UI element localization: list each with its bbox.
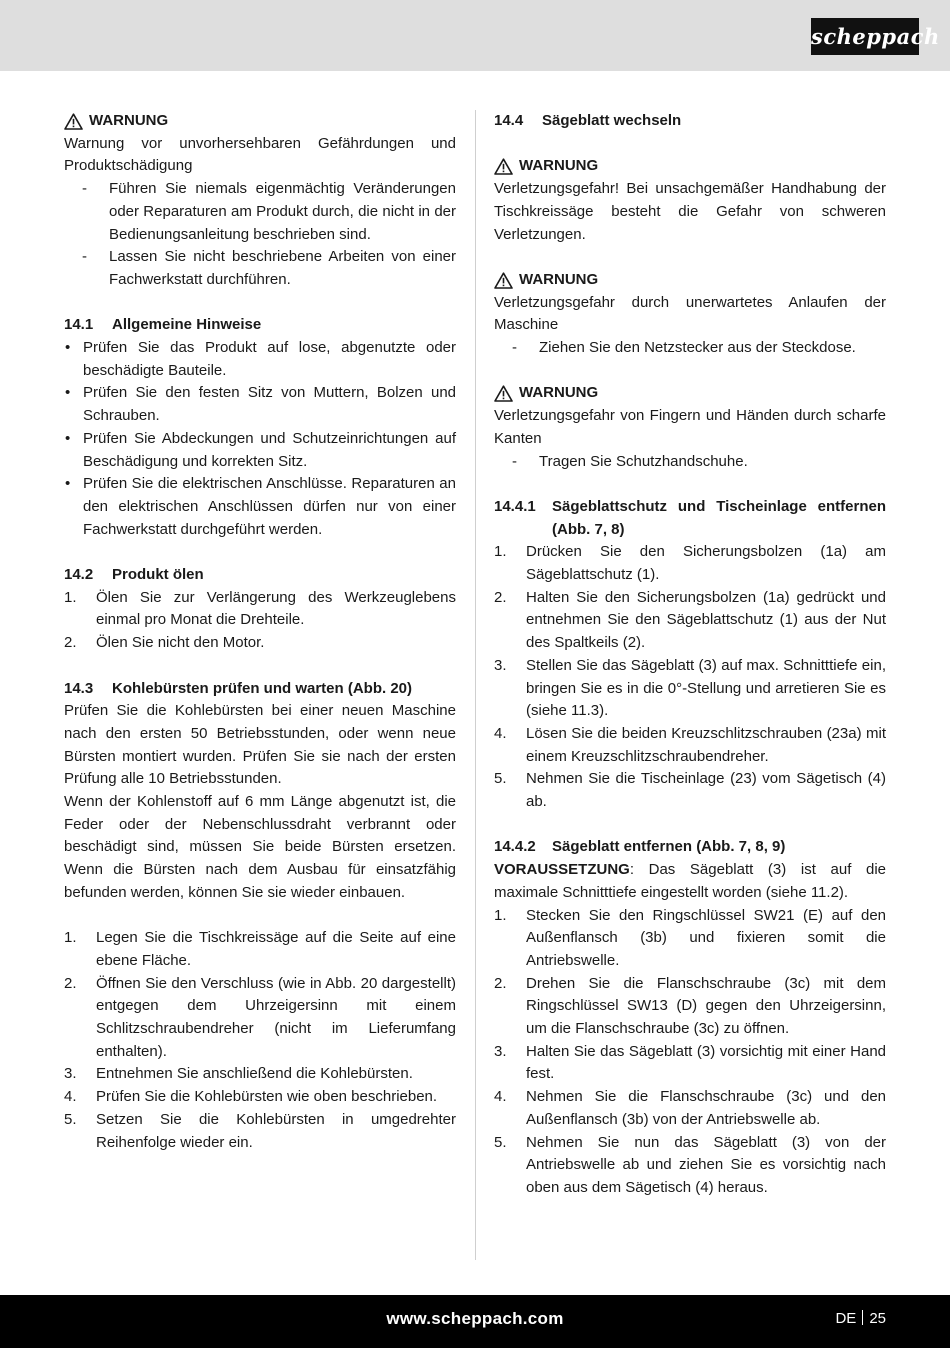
- list-item: - Tragen Sie Schutzhandschuhe.: [512, 452, 748, 470]
- warning-text: Verletzungsgefahr durch unerwartetes Anlaufen der Maschine: [494, 293, 886, 334]
- warning-text: Warnung vor unvorhersehbaren Gefährdungen und Produktschädigung: [64, 134, 456, 175]
- warning-icon: [494, 158, 513, 175]
- list-item: 3. Stellen Sie das Sägeblatt (3) auf max. Schnitttiefe ein, bringen Sie es in die 0°-Stellung und arretieren Sie es (siehe 11.3).: [494, 656, 886, 720]
- column-divider: [475, 110, 476, 1260]
- warning-title: WARNUNG: [89, 112, 169, 129]
- warning-text: Verletzungsgefahr von Fingern und Händen durch scharfe Kanten: [494, 407, 886, 447]
- list-item: 2. Drehen Sie die Flanschschraube (3c) mit dem Ringschlüssel SW13 (D) gegen den Uhrzeigersinn, um die Flanschschraube (3c) zu öffnen.: [494, 974, 886, 1038]
- section-heading-14-1: 14.1 Allgemeine Hinweise: [64, 316, 262, 334]
- scheppach-logo: scheppach: [811, 18, 919, 55]
- website-link[interactable]: www.scheppach.com: [386, 1309, 564, 1328]
- warning-icon: [494, 385, 513, 402]
- list-item: - Lassen Sie nicht beschriebene Arbeiten von einer Fachwerkstatt durchführen.: [82, 248, 456, 288]
- right-column: [494, 110, 886, 1200]
- list-item: • Prüfen Sie den festen Sitz von Muttern, Bolzen und Schrauben.: [65, 384, 456, 425]
- list-item: 3. Entnehmen Sie anschließend die Kohlebürsten.: [64, 1065, 413, 1083]
- list-item: 4. Lösen Sie die beiden Kreuzschlitzschrauben (23a) mit einem Kreuzschlitzschraubendreher.: [494, 724, 886, 765]
- warning-title: WARNUNG: [519, 270, 599, 288]
- list-item: 5. Setzen Sie die Kohlebürsten in umgedrehter Reihenfolge wieder ein.: [64, 1110, 456, 1151]
- list-item: 2. Ölen Sie nicht den Motor.: [64, 634, 265, 652]
- section-heading-14-4-2: 14.4.2 Sägeblatt entfernen (Abb. 7, 8, 9): [494, 838, 786, 856]
- section-heading-14-2: 14.2 Produkt ölen: [64, 566, 204, 584]
- warning-icon: [494, 272, 513, 289]
- list-item: 2. Öffnen Sie den Verschluss (wie in Abb. 20 dargestellt) entgegen dem Uhrzeigersinn mit einem Schlitzschraubendreher (nicht im Lieferumfang enthalten).: [64, 974, 456, 1060]
- list-item: 1. Stecken Sie den Ringschlüssel SW21 (E) auf den Außenflansch (3b) und fixieren somit die Antriebswelle.: [494, 906, 886, 969]
- footer-band: [0, 1295, 950, 1348]
- list-item: 1. Ölen Sie zur Verlängerung des Werkzeuglebens einmal pro Monat die Drehteile.: [64, 588, 456, 629]
- list-item: 3. Halten Sie das Sägeblatt (3) vorsichtig mit einer Hand fest.: [494, 1042, 886, 1083]
- list-item: • Prüfen Sie das Produkt auf lose, abgenutzte oder beschädigte Bauteile.: [65, 339, 456, 379]
- list-item: 4. Nehmen Sie die Flanschschraube (3c) und den Außenflansch (3b) von der Antriebswelle ab.: [494, 1088, 886, 1128]
- list-item: 1. Legen Sie die Tischkreissäge auf die Seite auf eine ebene Fläche.: [64, 929, 456, 969]
- section-heading-14-3: 14.3 Kohlebürsten prüfen und warten (Abb. 20): [64, 679, 413, 697]
- language-code: DE: [835, 1310, 857, 1327]
- warning-text: Verletzungsgefahr! Bei unsachgemäßer Handhabung der Tischkreissäge besteht die Gefahr von schweren Verletzungen.: [494, 180, 886, 243]
- page-number: 25: [869, 1310, 886, 1327]
- list-item: 1. Drücken Sie den Sicherungsbolzen (1a) am Sägeblattschutz (1).: [494, 543, 886, 583]
- page-info: [835, 1310, 886, 1327]
- section-heading-14-4: 14.4 Sägeblatt wechseln: [494, 112, 682, 129]
- warning-heading: [494, 269, 886, 292]
- precondition-label: VORAUSSETZUNG: [494, 861, 630, 879]
- section-heading-14-4-1: 14.4.1 Sägeblattschutz und Tischeinlage entfernen (Abb. 7, 8): [494, 497, 886, 538]
- list-item: 2. Halten Sie den Sicherungsbolzen (1a) gedrückt und entnehmen Sie den Sägeblattschutz (1) aus der Nut des Spaltkeils (2).: [494, 588, 886, 652]
- paragraph: Prüfen Sie die Kohlebürsten bei einer neuen Maschine nach den ersten 50 Betriebsstunden, oder wenn neue Bürsten montiert wurden. Prüfen Sie sie nach der ersten Prüfung alle 10 Betriebsstunden.: [64, 702, 456, 788]
- warning-heading: [64, 110, 456, 133]
- precondition-text: VORAUSSETZUNG: Das Sägeblatt (3) ist auf die maximale Schnitttiefe eingestellt worden (siehe 11.2).: [494, 861, 886, 901]
- warning-heading: [494, 382, 886, 405]
- left-column: [64, 110, 456, 1154]
- warning-icon: [64, 113, 83, 130]
- list-item: 5. Nehmen Sie nun das Sägeblatt (3) von der Antriebswelle ab und ziehen Sie es vorsichtig nach oben aus dem Sägetisch (4) heraus.: [494, 1133, 886, 1196]
- warning-title: WARNUNG: [519, 384, 599, 402]
- list-item: 4. Prüfen Sie die Kohlebürsten wie oben beschrieben.: [64, 1088, 438, 1106]
- list-item: 5. Nehmen Sie die Tischeinlage (23) vom Sägetisch (4) ab.: [494, 770, 886, 811]
- paragraph: Wenn der Kohlenstoff auf 6 mm Länge abgenutzt ist, die Feder oder der Nebenschlussdraht verbrannt oder beschädigt sind, müssen Sie beide Bürsten ersetzen. Wenn die Bürsten nach dem Ausbau für einsatzfähig befunden werden, können Sie sie wieder einbauen.: [64, 793, 456, 901]
- list-item: • Prüfen Sie Abdeckungen und Schutzeinrichtungen auf Beschädigung und korrekten Sitz.: [65, 429, 456, 470]
- list-item: - Ziehen Sie den Netzstecker aus der Steckdose.: [512, 339, 856, 356]
- header-band: [0, 0, 950, 71]
- list-item: - Führen Sie niemals eigenmächtig Veränderungen oder Reparaturen am Produkt durch, die nicht in der Bedienungsanleitung beschrieben sind.: [82, 180, 456, 243]
- warning-heading: [494, 155, 886, 178]
- list-item: • Prüfen Sie die elektrischen Anschlüsse. Reparaturen an den elektrischen Anschlüssen dürfen nur von einer Fachwerkstatt durchgeführt werden.: [65, 475, 456, 538]
- warning-title: WARNUNG: [519, 157, 599, 175]
